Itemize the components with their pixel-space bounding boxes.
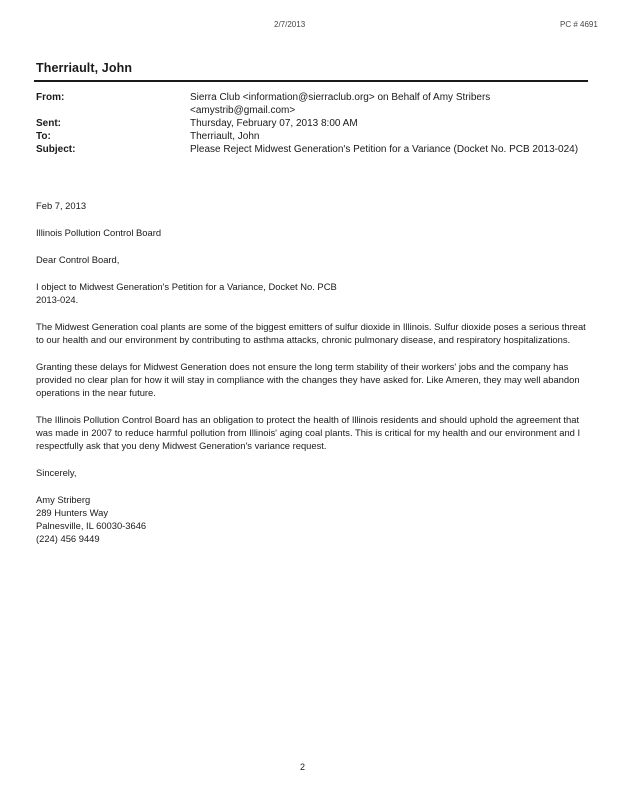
signature-address: 289 Hunters Way [36,507,109,518]
from-value [190,91,588,117]
letter-recipient: Illinois Pollution Control Board [36,227,162,238]
to-label: To: [36,131,51,142]
subject-value: Please Reject Midwest Generation's Petition for a Variance (Docket No. PCB 2013-024) [190,144,579,155]
letter-closing: Sincerely, [36,467,77,478]
page-number: 2 [300,762,306,772]
letter-paragraph-3: Granting these delays for Midwest Generation does not ensure the long term stability of their workers' jobs and the company has provided no clear plan for how it will stay in compliance with the changes they have asked for. Like Ameren, they may well abandon operations in the near future. [36,361,580,398]
subject-label: Subject: [36,144,76,155]
signature-block [36,493,586,545]
sent-value: Thursday, February 07, 2013 8:00 AM [190,118,358,129]
pc-number: PC # 4691 [560,20,598,29]
email-body [36,199,586,545]
header-divider [34,80,588,82]
signature-city: Palnesville, IL 60030-3646 [36,520,147,531]
signature-phone: (224) 456 9449 [36,533,100,544]
letter-date: Feb 7, 2013 [36,200,87,211]
to-value: Therriault, John [190,131,260,142]
letter-paragraph-4: The Illinois Pollution Control Board has an obligation to protect the health of Illinois residents and should uphold the agreement that was made in 2007 to reduce harmful pollution from Illinois' aging coal plants. This is critical for my health and our environment and I respectfully ask that you deny Midwest Generation's variance request. [36,414,581,451]
letter-paragraph-2: The Midwest Generation coal plants are some of the biggest emitters of sulfur dioxide in Illinois. Sulfur dioxide poses a serious threat to our health and our environment by contributing to asthma attacks, chronic pulmonary disease, and respiratory hospitalizations. [36,321,586,345]
print-date: 2/7/2013 [274,20,306,29]
from-value-line1: Sierra Club <information@sierraclub.org> on Behalf of Amy Stribers [190,92,491,103]
to-row [36,130,588,143]
sent-row [36,117,588,130]
sent-label: Sent: [36,118,61,129]
mailbox-owner-name: Therriault, John [36,61,133,75]
email-header-fields [36,91,588,156]
from-label: From: [36,92,65,103]
from-value-line2: <amystrib@gmail.com> [190,105,296,116]
letter-salutation: Dear Control Board, [36,254,120,265]
letter-paragraph-1: I object to Midwest Generation's Petition for a Variance, Docket No. PCB 2013-024. [36,281,337,305]
signature-name: Amy Striberg [36,494,91,505]
subject-row [36,143,588,156]
from-row [36,91,588,117]
